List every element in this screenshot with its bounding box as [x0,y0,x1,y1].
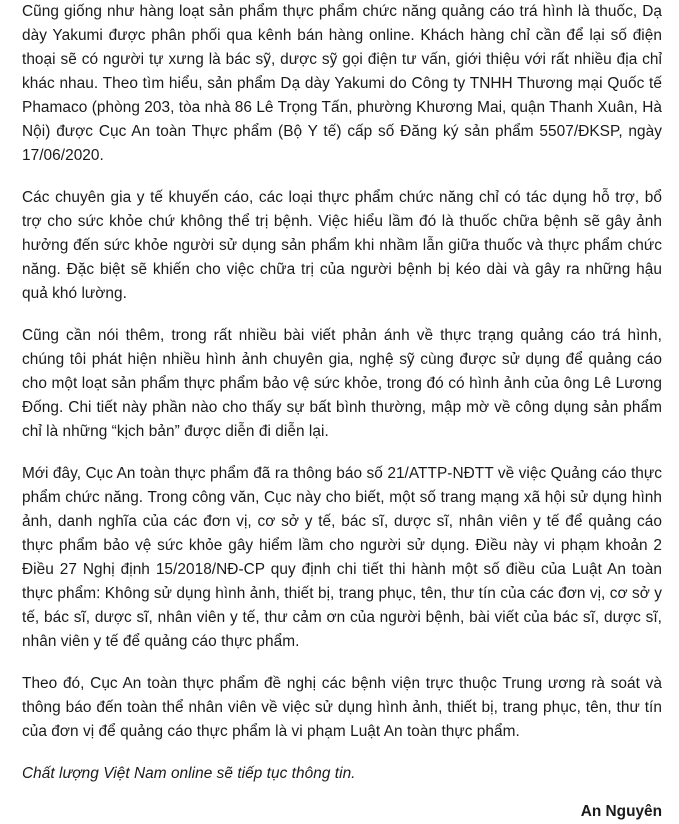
paragraph-4: Mới đây, Cục An toàn thực phẩm đã ra thông báo số 21/ATTP-NĐTT về việc Quảng cáo thực phẩm chức năng. Trong công văn, Cục này cho biết, một số trang mạng xã hội sử dụng hình ảnh, danh nghĩa của các đơn vị, cơ sở y tế, bác sĩ, dược sĩ, nhân viên y tế để quảng cáo thực phẩm bảo vệ sức khỏe gây hiểm lầm cho người sử dụng. Điều này vi phạm khoản 2 Điều 27 Nghị định 15/2018/NĐ-CP quy định chi tiết thi hành một số điều của Luật An toàn thực phẩm: Không sử dụng hình ảnh, thiết bị, trang phục, tên, thư tín của các đơn vị, cơ sở y tế, bác sĩ, dược sĩ, nhân viên y tế, thư cảm ơn của người bệnh, bài viết của bác sĩ, dược sĩ, nhân viên y tế để quảng cáo thực phẩm. [22,465,662,650]
article-body [22,0,662,824]
closing-note: Chất lượng Việt Nam online sẽ tiếp tục thông tin. [22,765,356,782]
paragraph-5: Theo đó, Cục An toàn thực phẩm đề nghị các bệnh viện trực thuộc Trung ương rà soát và thông báo đến toàn thể nhân viên về việc sử dụng hình ảnh, thiết bị, trang phục, tên, thư tín của đơn vị để quảng cáo thực phẩm là vi phạm Luật An toàn thực phẩm. [22,675,662,740]
paragraph-3: Cũng cần nói thêm, trong rất nhiều bài viết phản ánh về thực trạng quảng cáo trá hình, chúng tôi phát hiện nhiều hình ảnh chuyên gia, nghệ sỹ cùng được sử dụng để quảng cáo cho một loạt sản phẩm thực phẩm bảo vệ sức khỏe, trong đó có hình ảnh của ông Lê Lương Đống. Chi tiết này phần nào cho thấy sự bất bình thường, mập mờ về công dụng sản phẩm chỉ là những “kịch bản” được diễn đi diễn lại. [22,327,662,440]
paragraph-1: Cũng giống như hàng loạt sản phẩm thực phẩm chức năng quảng cáo trá hình là thuốc, Dạ dày Yakumi được phân phối qua kênh bán hàng online. Khách hàng chỉ cần để lại số điện thoại sẽ có người tự xưng là bác sỹ, dược sỹ gọi điện tư vấn, giới thiệu với rất nhiều địa chỉ khác nhau. Theo tìm hiểu, sản phẩm Dạ dày Yakumi do Công ty TNHH Thương mại Quốc tế Phamaco (phòng 203, tòa nhà 86 Lê Trọng Tấn, phường Khương Mai, quận Thanh Xuân, Hà Nội) được Cục An toàn Thực phẩm (Bộ Y tế) cấp số Đăng ký sản phẩm 5507/ĐKSP, ngày 17/06/2020. [22,3,662,164]
author-name: An Nguyên [580,803,662,820]
paragraph-2: Các chuyên gia y tế khuyến cáo, các loại thực phẩm chức năng chỉ có tác dụng hỗ trợ, bổ trợ cho sức khỏe chứ không thể trị bệnh. Việc hiểu lầm đó là thuốc chữa bệnh sẽ gây ảnh hưởng đến sức khỏe người sử dụng sản phẩm khi nhầm lẫn giữa thuốc và thực phẩm chức năng. Đặc biệt sẽ khiến cho việc chữa trị của người bệnh bị kéo dài và gây ra những hậu quả khó lường. [22,189,662,302]
